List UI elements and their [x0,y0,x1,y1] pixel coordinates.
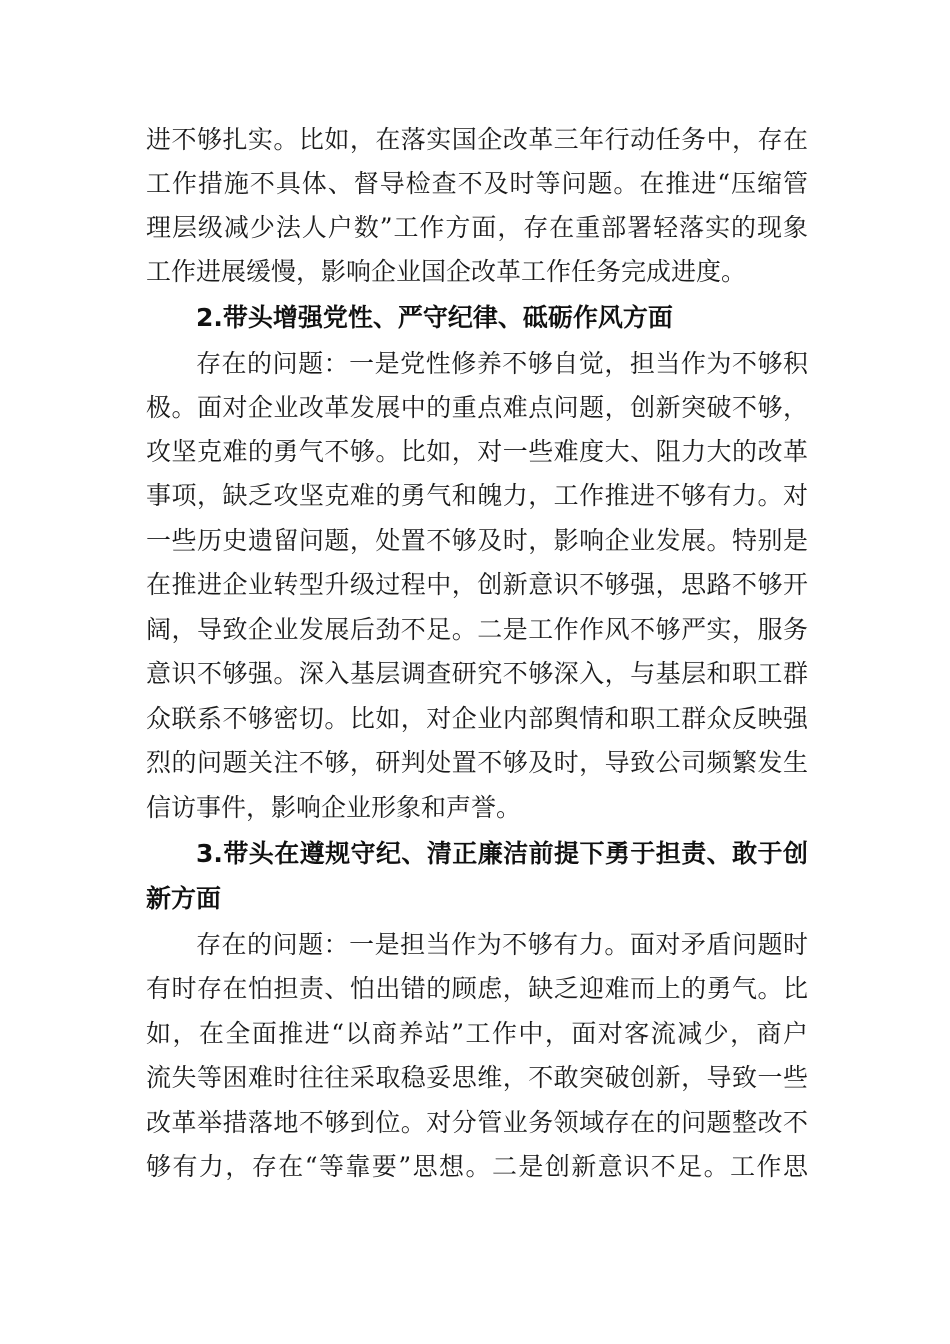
paragraph-first-line: 存在的问题：一是担当作为不够有力。面对矛盾问题时 [196,930,808,959]
body-text-line: 在推进企业转型升级过程中，创新意识不够强，思路不够开 [146,570,808,599]
section-heading: 3.带头在遵规守纪、清正廉洁前提下勇于担责、敢于创 [196,839,808,868]
body-text-line: 够有力，存在“等靠要”思想。二是创新意识不足。工作思 [146,1152,808,1181]
body-text-line: 工作措施不具体、督导检查不及时等问题。在推进“压缩管 [146,169,808,198]
body-text-line: 一些历史遗留问题，处置不够及时，影响企业发展。特别是 [146,526,808,555]
body-text-line: 进不够扎实。比如，在落实国企改革三年行动任务中，存在 [146,125,808,154]
body-text-line: 有时存在怕担责、怕出错的顾虑，缺乏迎难而上的勇气。比 [146,974,808,1003]
body-text-line: 理层级减少法人户数”工作方面，存在重部署轻落实的现象 [146,213,808,242]
body-text-line: 众联系不够密切。比如，对企业内部舆情和职工群众反映强 [146,704,808,733]
body-text-line: 信访事件，影响企业形象和声誉。 [146,793,522,822]
body-text-line: 阔，导致企业发展后劲不足。二是工作作风不够严实，服务 [146,615,808,644]
paragraph-first-line: 存在的问题：一是党性修养不够自觉，担当作为不够积 [196,349,808,378]
section-heading-continuation: 新方面 [146,884,222,913]
body-text-line: 烈的问题关注不够，研判处置不够及时，导致公司频繁发生 [146,748,808,777]
body-text-line: 意识不够强。深入基层调查研究不够深入，与基层和职工群 [146,659,808,688]
body-text-line: 改革举措落地不够到位。对分管业务领域存在的问题整改不 [146,1108,808,1137]
body-text-line: 攻坚克难的勇气不够。比如，对一些难度大、阻力大的改革 [146,437,808,466]
section-heading: 2.带头增强党性、严守纪律、砥砺作风方面 [196,303,673,332]
body-text-line: 事项，缺乏攻坚克难的勇气和魄力，工作推进不够有力。对 [146,481,808,510]
body-text-line: 流失等困难时往往采取稳妥思维，不敢突破创新，导致一些 [146,1063,808,1092]
body-text-line: 极。面对企业改革发展中的重点难点问题，创新突破不够， [146,393,808,422]
body-text-line: 工作进展缓慢，影响企业国企改革工作任务完成进度。 [146,257,747,286]
body-text-line: 如，在全面推进“以商养站”工作中，面对客流减少，商户 [146,1019,808,1048]
